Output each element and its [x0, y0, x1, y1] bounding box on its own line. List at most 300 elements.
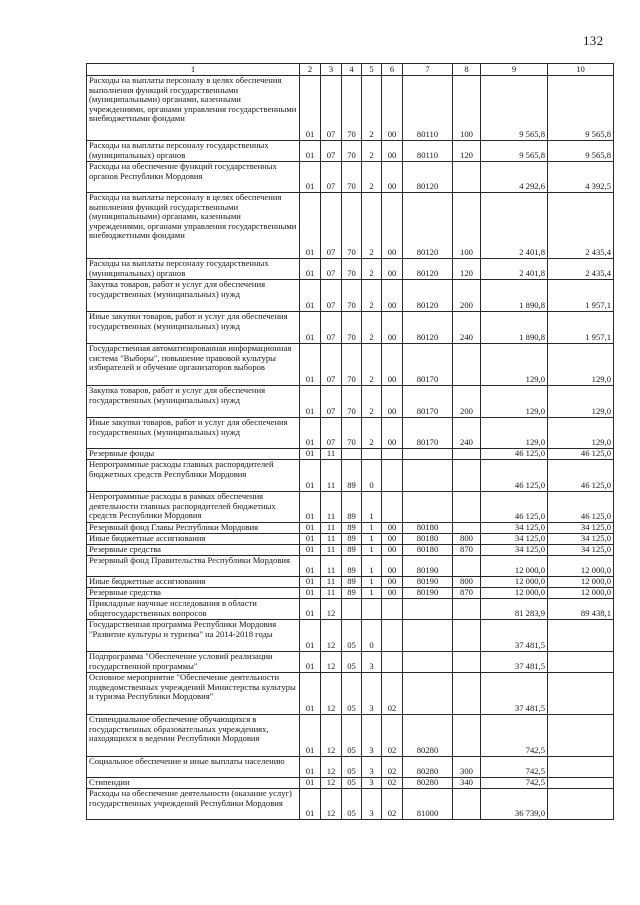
measure-code-cell: 00: [382, 193, 403, 259]
row-name-cell: Иные закупки товаров, работ и услуг для обеспечения государственных (муниципальных) нужд: [87, 418, 300, 449]
expense-type-cell: [453, 556, 481, 577]
program-code-cell: 05: [342, 789, 362, 820]
expense-type-cell: [453, 523, 481, 534]
program-code-cell: 70: [342, 76, 362, 141]
amount-year1-cell: 37 481,5: [481, 652, 548, 673]
section-code-cell: 01: [300, 588, 321, 599]
measure-code-cell: [382, 652, 403, 673]
expense-type-cell: [453, 673, 481, 715]
direction-code-cell: 80170: [403, 344, 453, 386]
measure-code-cell: [382, 492, 403, 523]
program-code-cell: 70: [342, 418, 362, 449]
program-code-cell: 05: [342, 673, 362, 715]
row-name-cell: Государственная программа Республики Мордовия "Развитие культуры и туризма" на 2014-2018 годы: [87, 620, 300, 652]
section-code-cell: 01: [300, 259, 321, 280]
expense-type-cell: 200: [453, 386, 481, 418]
amount-year1-cell: 742,5: [481, 715, 548, 757]
row-name-cell: Закупка товаров, работ и услуг для обеспечения государственных (муниципальных) нужд: [87, 386, 300, 418]
subsection-code-cell: 11: [321, 534, 342, 545]
subprogram-code-cell: 3: [362, 778, 382, 789]
section-code-cell: 01: [300, 778, 321, 789]
table-row: [87, 778, 614, 789]
direction-code-cell: 81000: [403, 789, 453, 820]
subprogram-code-cell: 3: [362, 757, 382, 778]
expense-type-cell: [453, 460, 481, 492]
table-row: [87, 620, 614, 652]
section-code-cell: 01: [300, 599, 321, 620]
subsection-code-cell: 11: [321, 588, 342, 599]
direction-code-cell: 80280: [403, 778, 453, 789]
section-code-cell: 01: [300, 534, 321, 545]
program-code-cell: 70: [342, 141, 362, 162]
amount-year1-cell: 12 000,0: [481, 556, 548, 577]
section-code-cell: 01: [300, 523, 321, 534]
subprogram-code-cell: 2: [362, 259, 382, 280]
amount-year1-cell: 37 481,5: [481, 673, 548, 715]
subprogram-code-cell: 3: [362, 652, 382, 673]
measure-code-cell: 02: [382, 673, 403, 715]
amount-year1-cell: 46 125,0: [481, 492, 548, 523]
expense-type-cell: [453, 715, 481, 757]
table-row: [87, 652, 614, 673]
section-code-cell: 01: [300, 715, 321, 757]
amount-year2-cell: [548, 652, 614, 673]
subsection-code-cell: 11: [321, 556, 342, 577]
amount-year1-cell: 9 565,8: [481, 141, 548, 162]
row-name-cell: Иные бюджетные ассигнования: [87, 534, 300, 545]
subprogram-code-cell: 3: [362, 715, 382, 757]
amount-year2-cell: 46 125,0: [548, 492, 614, 523]
row-name-cell: Расходы на обеспечение деятельности (оказание услуг) государственных учреждений Республики Мордовия: [87, 789, 300, 820]
subsection-code-cell: 12: [321, 599, 342, 620]
subprogram-code-cell: 1: [362, 545, 382, 556]
subprogram-code-cell: 2: [362, 344, 382, 386]
subsection-code-cell: 12: [321, 620, 342, 652]
amount-year2-cell: 9 565,8: [548, 76, 614, 141]
expense-type-cell: 300: [453, 757, 481, 778]
section-code-cell: 01: [300, 652, 321, 673]
measure-code-cell: 00: [382, 259, 403, 280]
amount-year1-cell: 129,0: [481, 418, 548, 449]
amount-year1-cell: 1 890,8: [481, 280, 548, 312]
measure-code-cell: 02: [382, 789, 403, 820]
subsection-code-cell: 07: [321, 418, 342, 449]
measure-code-cell: 00: [382, 418, 403, 449]
row-name-cell: Прикладные научные исследования в области общегосударственных вопросов: [87, 599, 300, 620]
expense-type-cell: 120: [453, 141, 481, 162]
amount-year2-cell: [548, 620, 614, 652]
section-code-cell: 01: [300, 556, 321, 577]
subsection-code-cell: 07: [321, 312, 342, 344]
section-code-cell: 01: [300, 280, 321, 312]
page-number: 132: [583, 33, 604, 48]
subsection-code-cell: 07: [321, 162, 342, 193]
table-row: [87, 386, 614, 418]
subprogram-code-cell: [362, 449, 382, 460]
expense-type-cell: 340: [453, 778, 481, 789]
amount-year1-cell: 36 739,0: [481, 789, 548, 820]
program-code-cell: 70: [342, 386, 362, 418]
subsection-code-cell: 12: [321, 757, 342, 778]
measure-code-cell: 00: [382, 76, 403, 141]
subsection-code-cell: 11: [321, 545, 342, 556]
table-row: [87, 577, 614, 588]
subprogram-code-cell: [362, 599, 382, 620]
amount-year2-cell: 46 125,0: [548, 449, 614, 460]
direction-code-cell: 80120: [403, 193, 453, 259]
table-row: [87, 556, 614, 577]
row-name-cell: Расходы на выплаты персоналу государственных (муниципальных) органов: [87, 259, 300, 280]
amount-year2-cell: [548, 789, 614, 820]
expense-type-cell: [453, 492, 481, 523]
amount-year2-cell: 129,0: [548, 344, 614, 386]
section-code-cell: 01: [300, 757, 321, 778]
section-code-cell: 01: [300, 492, 321, 523]
amount-year1-cell: 742,5: [481, 757, 548, 778]
measure-code-cell: 00: [382, 523, 403, 534]
amount-year2-cell: 1 957,1: [548, 280, 614, 312]
table-row: [87, 193, 614, 259]
expense-type-cell: [453, 599, 481, 620]
program-code-cell: 89: [342, 577, 362, 588]
direction-code-cell: 80190: [403, 556, 453, 577]
subsection-code-cell: 07: [321, 141, 342, 162]
direction-code-cell: 80120: [403, 259, 453, 280]
row-name-cell: Непрограммные расходы главных распорядителей бюджетных средств Республики Мордовия: [87, 460, 300, 492]
row-name-cell: Иные бюджетные ассигнования: [87, 577, 300, 588]
program-code-cell: 70: [342, 280, 362, 312]
amount-year2-cell: [548, 778, 614, 789]
measure-code-cell: 00: [382, 162, 403, 193]
subprogram-code-cell: 3: [362, 673, 382, 715]
expense-type-cell: [453, 620, 481, 652]
program-code-cell: [342, 449, 362, 460]
program-code-cell: 05: [342, 620, 362, 652]
column-header: 10: [548, 64, 614, 76]
amount-year2-cell: 129,0: [548, 418, 614, 449]
amount-year1-cell: 34 125,0: [481, 523, 548, 534]
direction-code-cell: 80190: [403, 577, 453, 588]
amount-year1-cell: 81 283,9: [481, 599, 548, 620]
measure-code-cell: [382, 460, 403, 492]
subsection-code-cell: 11: [321, 492, 342, 523]
subsection-code-cell: 11: [321, 449, 342, 460]
row-name-cell: Резервные фонды: [87, 449, 300, 460]
expense-type-cell: 120: [453, 259, 481, 280]
section-code-cell: 01: [300, 312, 321, 344]
measure-code-cell: [382, 599, 403, 620]
expense-type-cell: 200: [453, 280, 481, 312]
amount-year1-cell: 2 401,8: [481, 259, 548, 280]
expense-type-cell: 240: [453, 312, 481, 344]
amount-year2-cell: 9 565,8: [548, 141, 614, 162]
direction-code-cell: 80180: [403, 523, 453, 534]
table-row: [87, 418, 614, 449]
direction-code-cell: [403, 599, 453, 620]
column-header: 3: [321, 64, 342, 76]
expense-type-cell: 870: [453, 588, 481, 599]
program-code-cell: 05: [342, 715, 362, 757]
direction-code-cell: 80280: [403, 757, 453, 778]
column-header: 2: [300, 64, 321, 76]
row-name-cell: Государственная автоматизированная информационная система "Выборы", повышение правовой культуры избирателей и обучение организаторов выборов: [87, 344, 300, 386]
expense-type-cell: 100: [453, 193, 481, 259]
amount-year1-cell: 1 890,8: [481, 312, 548, 344]
subsection-code-cell: 07: [321, 344, 342, 386]
subprogram-code-cell: 2: [362, 386, 382, 418]
subsection-code-cell: 11: [321, 577, 342, 588]
row-name-cell: Расходы на выплаты персоналу государственных (муниципальных) органов: [87, 141, 300, 162]
table-row: [87, 523, 614, 534]
direction-code-cell: 80180: [403, 545, 453, 556]
subprogram-code-cell: 0: [362, 620, 382, 652]
amount-year2-cell: 2 435,4: [548, 259, 614, 280]
amount-year2-cell: 1 957,1: [548, 312, 614, 344]
section-code-cell: 01: [300, 673, 321, 715]
amount-year2-cell: 89 438,1: [548, 599, 614, 620]
measure-code-cell: 00: [382, 344, 403, 386]
table-row: [87, 789, 614, 820]
section-code-cell: 01: [300, 577, 321, 588]
expense-type-cell: 870: [453, 545, 481, 556]
direction-code-cell: 80190: [403, 588, 453, 599]
row-name-cell: Расходы на обеспечение функций государственных органов Республики Мордовия: [87, 162, 300, 193]
measure-code-cell: 00: [382, 545, 403, 556]
program-code-cell: 89: [342, 523, 362, 534]
row-name-cell: Основное мероприятие "Обеспечение деятельности подведомственных учреждений Министерства культуры и туризма Республики Мордовия": [87, 673, 300, 715]
subprogram-code-cell: 2: [362, 418, 382, 449]
table-row: [87, 588, 614, 599]
section-code-cell: 01: [300, 545, 321, 556]
direction-code-cell: [403, 673, 453, 715]
subprogram-code-cell: 1: [362, 523, 382, 534]
program-code-cell: 05: [342, 757, 362, 778]
measure-code-cell: [382, 449, 403, 460]
subprogram-code-cell: 1: [362, 556, 382, 577]
subprogram-code-cell: 2: [362, 193, 382, 259]
program-code-cell: 70: [342, 259, 362, 280]
subsection-code-cell: 12: [321, 673, 342, 715]
subsection-code-cell: 12: [321, 715, 342, 757]
section-code-cell: 01: [300, 76, 321, 141]
table-header-row: [87, 64, 614, 76]
table-row: [87, 280, 614, 312]
subprogram-code-cell: 1: [362, 577, 382, 588]
amount-year1-cell: 129,0: [481, 344, 548, 386]
table-row: [87, 492, 614, 523]
amount-year2-cell: 46 125,0: [548, 460, 614, 492]
table-row: [87, 545, 614, 556]
row-name-cell: Стипендиальное обеспечение обучающихся в государственных образовательных учреждениях, находящихся в ведении Республики Мордовия: [87, 715, 300, 757]
section-code-cell: 01: [300, 162, 321, 193]
program-code-cell: 70: [342, 193, 362, 259]
column-header: 8: [453, 64, 481, 76]
table-body: [87, 64, 614, 820]
measure-code-cell: 00: [382, 312, 403, 344]
direction-code-cell: 80280: [403, 715, 453, 757]
subprogram-code-cell: 2: [362, 280, 382, 312]
table-row: [87, 673, 614, 715]
program-code-cell: 70: [342, 312, 362, 344]
expense-type-cell: 800: [453, 577, 481, 588]
direction-code-cell: [403, 449, 453, 460]
direction-code-cell: 80170: [403, 386, 453, 418]
subsection-code-cell: 11: [321, 523, 342, 534]
subprogram-code-cell: 2: [362, 312, 382, 344]
subsection-code-cell: 07: [321, 76, 342, 141]
measure-code-cell: 00: [382, 386, 403, 418]
subprogram-code-cell: 2: [362, 162, 382, 193]
subsection-code-cell: 07: [321, 280, 342, 312]
direction-code-cell: [403, 492, 453, 523]
measure-code-cell: 02: [382, 715, 403, 757]
row-name-cell: Расходы на выплаты персоналу в целях обеспечения выполнения функций государственными (муниципальными) органами, казенными учреждениями, органами управления государственными внебюджетными фондами: [87, 76, 300, 141]
program-code-cell: 89: [342, 534, 362, 545]
amount-year2-cell: 34 125,0: [548, 534, 614, 545]
direction-code-cell: 80110: [403, 141, 453, 162]
amount-year1-cell: 742,5: [481, 778, 548, 789]
direction-code-cell: [403, 652, 453, 673]
measure-code-cell: 00: [382, 556, 403, 577]
subsection-code-cell: 12: [321, 652, 342, 673]
column-header: 1: [87, 64, 300, 76]
amount-year1-cell: 34 125,0: [481, 534, 548, 545]
subsection-code-cell: 07: [321, 259, 342, 280]
table-row: [87, 344, 614, 386]
subsection-code-cell: 12: [321, 789, 342, 820]
amount-year2-cell: 12 000,0: [548, 588, 614, 599]
program-code-cell: 89: [342, 556, 362, 577]
program-code-cell: 05: [342, 652, 362, 673]
direction-code-cell: [403, 460, 453, 492]
row-name-cell: Расходы на выплаты персоналу в целях обеспечения выполнения функций государственными (муниципальными) органами, казенными учреждениями, органами управления государственными внебюджетными фондами: [87, 193, 300, 259]
direction-code-cell: [403, 620, 453, 652]
program-code-cell: 89: [342, 492, 362, 523]
expense-type-cell: 100: [453, 76, 481, 141]
column-header: 4: [342, 64, 362, 76]
amount-year1-cell: 129,0: [481, 386, 548, 418]
table-row: [87, 259, 614, 280]
subsection-code-cell: 07: [321, 386, 342, 418]
column-header: 5: [362, 64, 382, 76]
amount-year2-cell: 4 392,5: [548, 162, 614, 193]
amount-year1-cell: 4 292,6: [481, 162, 548, 193]
section-code-cell: 01: [300, 620, 321, 652]
table-row: [87, 534, 614, 545]
expense-type-cell: [453, 344, 481, 386]
row-name-cell: Подпрограмма "Обеспечение условий реализации государственной программы": [87, 652, 300, 673]
measure-code-cell: 00: [382, 534, 403, 545]
expense-type-cell: 800: [453, 534, 481, 545]
row-name-cell: Резервный фонд Правительства Республики Мордовия: [87, 556, 300, 577]
row-name-cell: Резервные средства: [87, 588, 300, 599]
measure-code-cell: 00: [382, 280, 403, 312]
budget-table: [86, 63, 614, 820]
program-code-cell: 89: [342, 545, 362, 556]
subprogram-code-cell: 2: [362, 76, 382, 141]
subsection-code-cell: 07: [321, 193, 342, 259]
direction-code-cell: 80110: [403, 76, 453, 141]
amount-year2-cell: 2 435,4: [548, 193, 614, 259]
column-header: 9: [481, 64, 548, 76]
table-row: [87, 162, 614, 193]
row-name-cell: Социальное обеспечение и иные выплаты населению: [87, 757, 300, 778]
subprogram-code-cell: 0: [362, 460, 382, 492]
expense-type-cell: [453, 789, 481, 820]
row-name-cell: Непрограммные расходы в рамках обеспечения деятельности главных распорядителей бюджетных средств Республики Мордовия: [87, 492, 300, 523]
section-code-cell: 01: [300, 789, 321, 820]
amount-year2-cell: 12 000,0: [548, 577, 614, 588]
amount-year2-cell: 12 000,0: [548, 556, 614, 577]
amount-year1-cell: 12 000,0: [481, 588, 548, 599]
row-name-cell: Стипендии: [87, 778, 300, 789]
amount-year1-cell: 2 401,8: [481, 193, 548, 259]
row-name-cell: Иные закупки товаров, работ и услуг для обеспечения государственных (муниципальных) нужд: [87, 312, 300, 344]
amount-year1-cell: 37 481,5: [481, 620, 548, 652]
subprogram-code-cell: 3: [362, 789, 382, 820]
expense-type-cell: [453, 162, 481, 193]
measure-code-cell: 00: [382, 588, 403, 599]
row-name-cell: Закупка товаров, работ и услуг для обеспечения государственных (муниципальных) нужд: [87, 280, 300, 312]
column-header: 6: [382, 64, 403, 76]
measure-code-cell: 00: [382, 141, 403, 162]
program-code-cell: 89: [342, 588, 362, 599]
section-code-cell: 01: [300, 449, 321, 460]
direction-code-cell: 80120: [403, 312, 453, 344]
measure-code-cell: 00: [382, 577, 403, 588]
row-name-cell: Резервный фонд Главы Республики Мордовия: [87, 523, 300, 534]
subsection-code-cell: 12: [321, 778, 342, 789]
subprogram-code-cell: 1: [362, 534, 382, 545]
program-code-cell: 05: [342, 778, 362, 789]
direction-code-cell: 80170: [403, 418, 453, 449]
subprogram-code-cell: 1: [362, 588, 382, 599]
direction-code-cell: 80120: [403, 280, 453, 312]
table-row: [87, 76, 614, 141]
subprogram-code-cell: 1: [362, 492, 382, 523]
table-row: [87, 449, 614, 460]
section-code-cell: 01: [300, 386, 321, 418]
program-code-cell: 70: [342, 162, 362, 193]
section-code-cell: 01: [300, 418, 321, 449]
program-code-cell: 89: [342, 460, 362, 492]
subsection-code-cell: 11: [321, 460, 342, 492]
table-row: [87, 312, 614, 344]
section-code-cell: 01: [300, 141, 321, 162]
amount-year1-cell: 46 125,0: [481, 460, 548, 492]
amount-year2-cell: 129,0: [548, 386, 614, 418]
direction-code-cell: 80120: [403, 162, 453, 193]
expense-type-cell: [453, 652, 481, 673]
measure-code-cell: 02: [382, 778, 403, 789]
measure-code-cell: [382, 620, 403, 652]
table-row: [87, 141, 614, 162]
amount-year1-cell: 12 000,0: [481, 577, 548, 588]
amount-year1-cell: 34 125,0: [481, 545, 548, 556]
amount-year2-cell: [548, 673, 614, 715]
amount-year2-cell: [548, 715, 614, 757]
amount-year2-cell: [548, 757, 614, 778]
section-code-cell: 01: [300, 193, 321, 259]
direction-code-cell: 80180: [403, 534, 453, 545]
column-header: 7: [403, 64, 453, 76]
table-row: [87, 460, 614, 492]
row-name-cell: Резервные средства: [87, 545, 300, 556]
amount-year2-cell: 34 125,0: [548, 545, 614, 556]
program-code-cell: [342, 599, 362, 620]
table-row: [87, 599, 614, 620]
section-code-cell: 01: [300, 460, 321, 492]
